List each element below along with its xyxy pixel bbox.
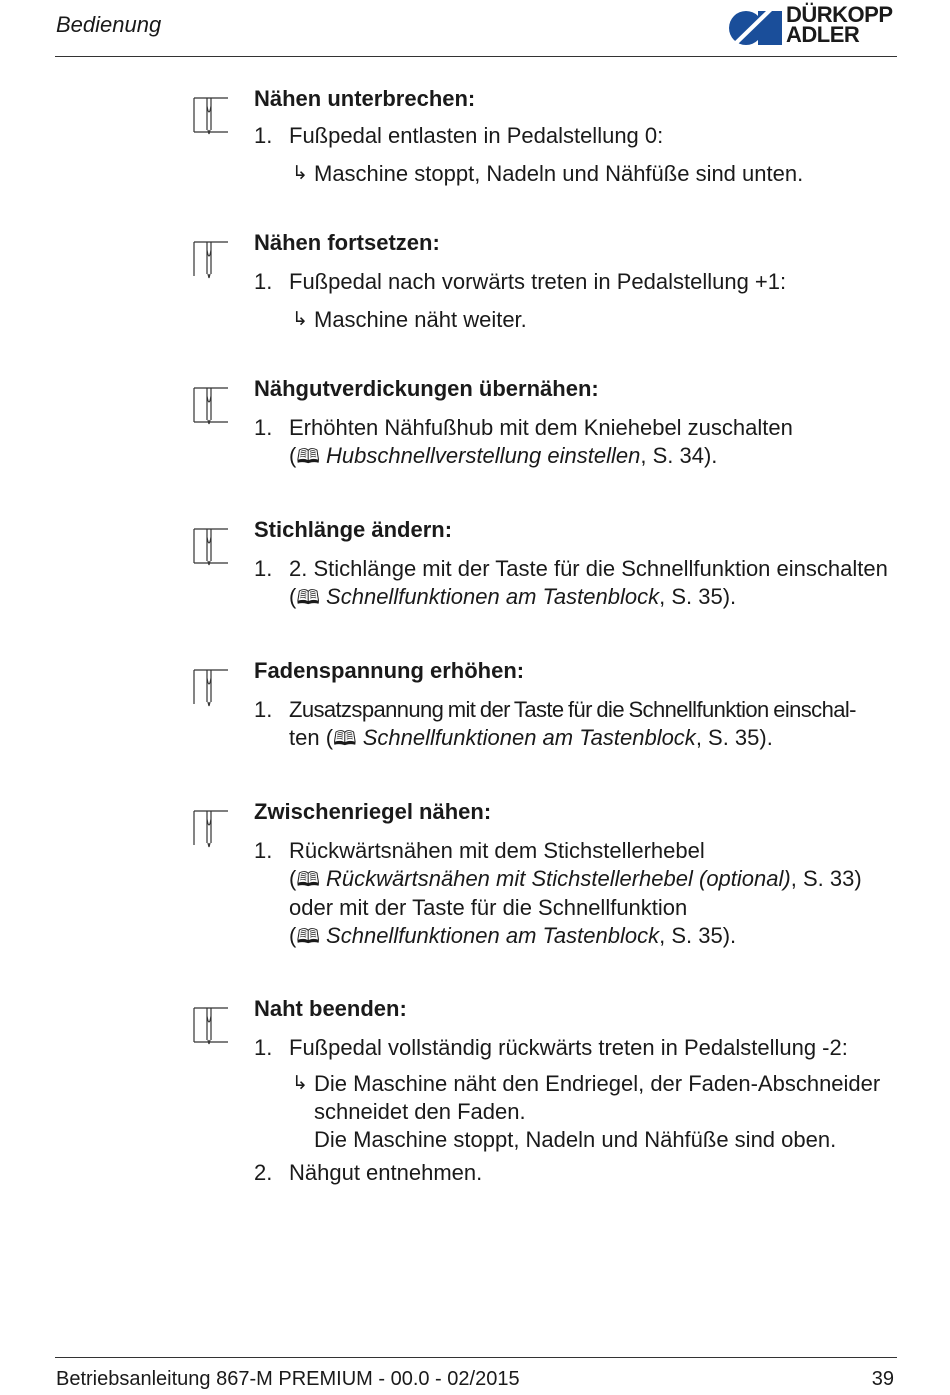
company-logo	[728, 4, 900, 48]
reference-link[interactable]: Rückwärtsnähen mit Stichstellerhebel (optional)	[326, 866, 791, 891]
logo-text: DÜRKOPP ADLER	[786, 2, 893, 47]
sewing-needle-icon	[192, 1006, 232, 1046]
book-icon: 🕮	[296, 446, 320, 468]
section-title: Nähgutverdickungen übernähen:	[254, 376, 599, 401]
book-icon: 🕮	[296, 587, 320, 609]
reference-link[interactable]: Schnellfunktionen am Tastenblock	[326, 923, 660, 948]
sewing-needle-icon	[192, 809, 232, 849]
book-icon: 🕮	[296, 869, 320, 891]
section-title: Zwischenriegel nähen:	[254, 799, 492, 824]
book-icon: 🕮	[333, 728, 357, 750]
section-title: Fadenspannung erhöhen:	[254, 658, 525, 683]
reference-link[interactable]: Schnellfunktionen am Tastenblock	[326, 584, 660, 609]
section-title: Naht beenden:	[254, 996, 407, 1021]
sewing-needle-icon	[192, 240, 232, 280]
result-arrow-icon: ↳	[292, 309, 308, 330]
section-title: Nähen unterbrechen:	[254, 86, 476, 111]
sewing-needle-icon	[192, 668, 232, 708]
footer-rule	[55, 1357, 897, 1358]
section-title: Stichlänge ändern:	[254, 517, 453, 542]
header-rule	[55, 56, 897, 57]
logo-mark-icon	[728, 4, 786, 48]
sewing-needle-icon	[192, 386, 232, 426]
book-icon: 🕮	[296, 926, 320, 948]
reference-link[interactable]: Hubschnellverstellung einstellen	[326, 443, 641, 468]
sewing-needle-icon	[192, 96, 232, 136]
result-arrow-icon: ↳	[292, 163, 308, 184]
result-arrow-icon: ↳	[292, 1073, 308, 1094]
footer-document-info: Betriebsanleitung 867-M PREMIUM - 00.0 - 02/2015	[56, 1368, 520, 1390]
page-number: 39	[871, 1368, 894, 1390]
reference-link[interactable]: Schnellfunktionen am Tastenblock	[362, 725, 696, 750]
sewing-needle-icon	[192, 527, 232, 567]
running-header: Bedienung	[56, 12, 162, 37]
section-title: Nähen fortsetzen:	[254, 230, 440, 255]
